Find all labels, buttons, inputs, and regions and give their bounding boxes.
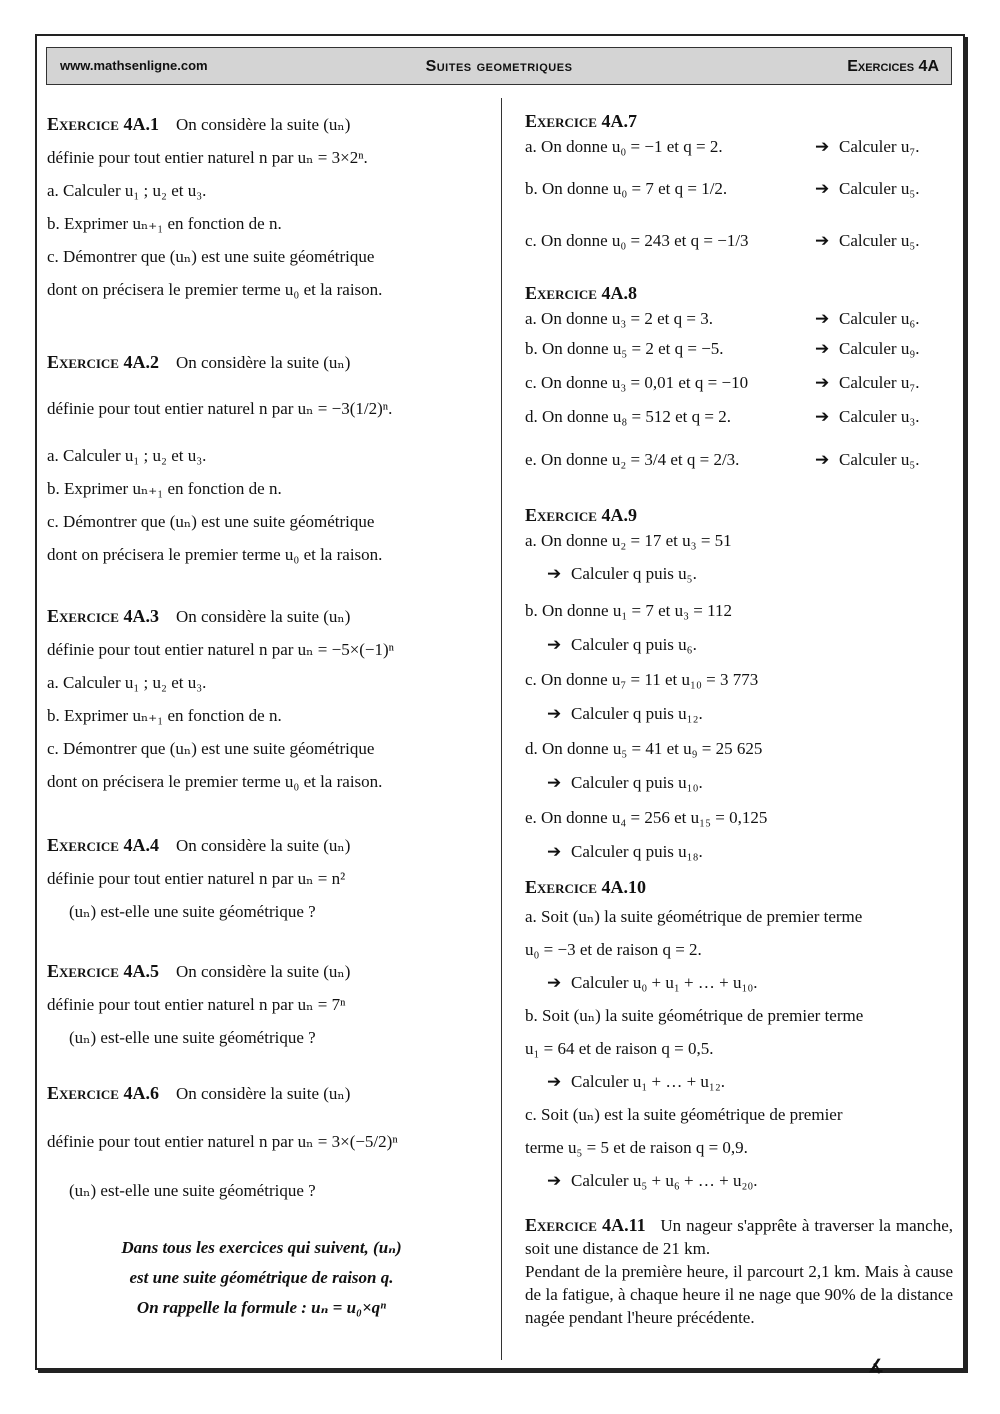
- arrow-icon: ➔: [547, 973, 562, 992]
- task-a: ➔ Calculer u₇.: [815, 134, 953, 160]
- exercise-title: Exercice 4A.8: [525, 283, 637, 303]
- exercise-text: définie pour tout entier naturel n par uₙ = −5×(−1)ⁿ: [47, 640, 395, 659]
- exercise-title: Exercice 4A.11: [525, 1215, 646, 1235]
- given-d: d. On donne u₈ = 512 et q = 2.: [525, 407, 731, 426]
- page-corner-mark: ∡: [868, 1356, 885, 1376]
- exercise-4a8: [525, 280, 953, 502]
- exercise-set-label: Exercices 4A: [847, 58, 939, 75]
- exercise-text: On considère la suite (uₙ): [175, 115, 351, 134]
- arrow-icon: ➔: [547, 1072, 562, 1091]
- exercise-4a11: [525, 1214, 953, 1329]
- given-e: e. On donne u₄ = 256 et u₁₅ = 0,125: [525, 808, 768, 827]
- task-b: ➔ Calculer q puis u₆.: [525, 627, 953, 663]
- question-c: c. Démontrer que (uₙ) est une suite géométrique: [47, 739, 375, 758]
- given-c: c. On donne u₇ = 11 et u₁₀ = 3 773: [525, 670, 759, 689]
- exercise-title: Exercice 4A.9: [525, 505, 637, 525]
- task-c: ➔ Calculer q puis u₁₂.: [525, 696, 953, 732]
- exercise-text: Un nageur s'apprête à traverser la manche, soit une distance de 21 km.: [525, 1216, 953, 1258]
- exercise-text: définie pour tout entier naturel n par uₙ = 7ⁿ: [47, 995, 346, 1014]
- task-a: ➔ Calculer u₆.: [815, 306, 953, 332]
- arrow-icon: ➔: [815, 339, 830, 358]
- exercise-4a7: [525, 108, 953, 280]
- arrow-icon: ➔: [815, 309, 830, 328]
- given-b: b. On donne u₁ = 7 et u₃ = 112: [525, 601, 732, 620]
- question-c: c. Démontrer que (uₙ) est une suite géométrique: [47, 247, 375, 266]
- given-c: c. On donne u₀ = 243 et q = −1/3: [525, 231, 749, 250]
- arrow-icon: ➔: [547, 773, 562, 792]
- given-d: d. On donne u₅ = 41 et u₉ = 25 625: [525, 739, 763, 758]
- exercise-text: définie pour tout entier naturel n par uₙ = −3(1/2)ⁿ.: [47, 399, 393, 418]
- question-c: c. Soit (uₙ) est la suite géométrique de premier: [525, 1105, 843, 1124]
- question-c-cont: dont on précisera le premier terme u₀ et la raison.: [47, 280, 383, 299]
- exercise-title: Exercice 4A.2: [47, 352, 159, 372]
- exercise-text: On considère la suite (uₙ): [175, 607, 351, 626]
- exercise-4a2: [47, 346, 476, 600]
- column-divider: [501, 98, 502, 1360]
- note-line: est une suite géométrique de raison q.: [129, 1268, 394, 1287]
- arrow-icon: ➔: [815, 373, 830, 392]
- task-c: ➔ Calculer u₅ + u₆ + … + u₂₀.: [525, 1164, 953, 1197]
- question: (uₙ) est-elle une suite géométrique ?: [69, 1028, 316, 1047]
- exercise-text: Pendant de la première heure, il parcourt 2,1 km. Mais à cause de la fatigue, à chaque heure il ne nage que 90% de la distance nagée pendant l'heure précédente.: [525, 1262, 953, 1327]
- given-a: a. On donne u₂ = 17 et u₃ = 51: [525, 531, 732, 550]
- arrow-icon: ➔: [547, 842, 562, 861]
- question-b: b. Exprimer uₙ₊₁ en fonction de n.: [47, 706, 282, 725]
- task-a: ➔ Calculer q puis u₅.: [525, 554, 953, 594]
- question: (uₙ) est-elle une suite géométrique ?: [69, 1181, 316, 1200]
- arrow-icon: ➔: [815, 231, 830, 250]
- arrow-icon: ➔: [547, 564, 562, 583]
- arrow-icon: ➔: [815, 450, 830, 469]
- exercise-text: On considère la suite (uₙ): [175, 836, 351, 855]
- given-b: b. On donne u₀ = 7 et q = 1/2.: [525, 179, 728, 198]
- arrow-icon: ➔: [815, 137, 830, 156]
- exercise-4a1: [47, 108, 476, 346]
- task-e: ➔ Calculer u₅.: [815, 434, 953, 486]
- exercise-text: définie pour tout entier naturel n par uₙ = 3×(−5/2)ⁿ: [47, 1132, 398, 1151]
- formula-note: [47, 1229, 476, 1323]
- question-a: a. Calculer u₁ ; u₂ et u₃.: [47, 181, 207, 200]
- exercise-text: On considère la suite (uₙ): [175, 1084, 351, 1103]
- task-b: ➔ Calculer u₁ + … + u₁₂.: [525, 1065, 953, 1098]
- exercise-title: Exercice 4A.7: [525, 111, 637, 131]
- exercise-title: Exercice 4A.4: [47, 835, 159, 855]
- exercise-title: Exercice 4A.1: [47, 114, 159, 134]
- exercise-4a6: [47, 1077, 476, 1229]
- task-a: ➔ Calculer u₀ + u₁ + … + u₁₀.: [525, 966, 953, 999]
- exercise-4a3: [47, 600, 476, 829]
- task-c: ➔ Calculer u₅.: [815, 218, 953, 264]
- exercise-text: définie pour tout entier naturel n par uₙ = 3×2ⁿ.: [47, 148, 368, 167]
- exercise-text: On considère la suite (uₙ): [175, 353, 351, 372]
- left-column: [47, 108, 476, 1323]
- site-name[interactable]: www.mathsenligne.com: [60, 58, 208, 73]
- exercise-4a10: [525, 874, 953, 1214]
- question-a: a. Calculer u₁ ; u₂ et u₃.: [47, 446, 207, 465]
- task-d: ➔ Calculer u₃.: [815, 400, 953, 434]
- arrow-icon: ➔: [547, 1171, 562, 1190]
- page-header: [46, 47, 952, 85]
- question-b: b. Exprimer uₙ₊₁ en fonction de n.: [47, 214, 282, 233]
- exercise-text: On considère la suite (uₙ): [175, 962, 351, 981]
- note-line: On rappelle la formule : uₙ = u₀×qⁿ: [136, 1298, 387, 1317]
- question-c-cont: dont on précisera le premier terme u₀ et la raison.: [47, 772, 383, 791]
- exercise-title: Exercice 4A.5: [47, 961, 159, 981]
- question-a: a. Calculer u₁ ; u₂ et u₃.: [47, 673, 207, 692]
- task-b: ➔ Calculer u₉.: [815, 332, 953, 366]
- task-b: ➔ Calculer u₅.: [815, 160, 953, 218]
- exercise-4a4: [47, 829, 476, 955]
- exercise-4a5: [47, 955, 476, 1077]
- given-b: b. On donne u₅ = 2 et q = −5.: [525, 339, 724, 358]
- task-d: ➔ Calculer q puis u₁₀.: [525, 765, 953, 801]
- exercise-title: Exercice 4A.6: [47, 1083, 159, 1103]
- question: (uₙ) est-elle une suite géométrique ?: [69, 902, 316, 921]
- question-c-cont: dont on précisera le premier terme u₀ et la raison.: [47, 545, 383, 564]
- given-a: a. On donne u₀ = −1 et q = 2.: [525, 137, 723, 156]
- given-c: c. On donne u₃ = 0,01 et q = −10: [525, 373, 749, 392]
- question-a-cont: u₀ = −3 et de raison q = 2.: [525, 940, 702, 959]
- given-a: a. On donne u₃ = 2 et q = 3.: [525, 309, 713, 328]
- question-c-cont: terme u₅ = 5 et de raison q = 0,9.: [525, 1138, 748, 1157]
- arrow-icon: ➔: [547, 635, 562, 654]
- right-column: [525, 108, 953, 1329]
- note-line: Dans tous les exercices qui suivent, (uₙ): [121, 1238, 402, 1257]
- arrow-icon: ➔: [547, 704, 562, 723]
- chapter-title: Suites geometriques: [425, 58, 573, 75]
- arrow-icon: ➔: [815, 179, 830, 198]
- task-e: ➔ Calculer q puis u₁₈.: [525, 834, 953, 870]
- question-a: a. Soit (uₙ) la suite géométrique de premier terme: [525, 907, 863, 926]
- question-b: b. Soit (uₙ) la suite géométrique de premier terme: [525, 1006, 864, 1025]
- question-b-cont: u₁ = 64 et de raison q = 0,5.: [525, 1039, 714, 1058]
- exercise-text: définie pour tout entier naturel n par uₙ = n²: [47, 869, 346, 888]
- given-e: e. On donne u₂ = 3/4 et q = 2/3.: [525, 450, 740, 469]
- question-c: c. Démontrer que (uₙ) est une suite géométrique: [47, 512, 375, 531]
- exercise-title: Exercice 4A.10: [525, 877, 646, 897]
- question-b: b. Exprimer uₙ₊₁ en fonction de n.: [47, 479, 282, 498]
- exercise-title: Exercice 4A.3: [47, 606, 159, 626]
- task-c: ➔ Calculer u₇.: [815, 366, 953, 400]
- exercise-4a9: [525, 502, 953, 874]
- arrow-icon: ➔: [815, 407, 830, 426]
